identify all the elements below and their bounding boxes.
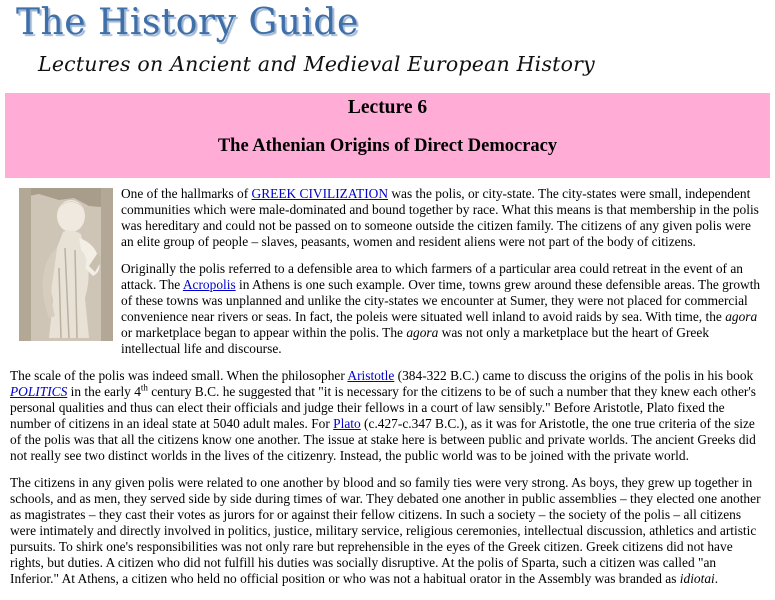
text-run: was the polis, or city-state. The city-states were small, independent communities which were male-dominated and bound together by race. What this means is that membership in the polis was hereditary and could not be passed on to someone outside the citizen family. The citizens of any given polis were an elite group of people – slaves, peasants, women and resident aliens were not part of the body of citizens. — [121, 186, 759, 249]
site-subtitle: Lectures on Ancient and Medieval European History — [38, 52, 595, 76]
aristotle-link[interactable]: Aristotle — [347, 368, 395, 383]
text-run: The citizens in any given polis were related to one another by blood and so family ties were very strong. As boys, they grew up together in schools, and as men, they served side by side during times of war. They debated one another in public assemblies – they elected one another as magistrates – they cast their votes as jurors for or against their fellow citizens. In such a society – the society of the polis – all citizens were intimately and directly involved in politics, justice, military service, religious ceremonies, intellectual discussion, athletics and artistic pursuits. To shirk one's responsibilities was not only rare but reprehensible in the eyes of the Greek citizen. Greek citizens did not have rights, but duties. A citizen who did not fulfill his duties was socially disruptive. At the polis of Sparta, such a citizen was called "an Inferior." At Athens, a citizen who held no official position or who was not a habitual orator in the Assembly was branded as — [10, 475, 761, 586]
site-title[interactable]: The History Guide — [16, 2, 359, 43]
masthead — [0, 0, 775, 93]
text-run: in Athens is one such example. Over time, towns grew around these defensible areas. The growth of these towns was unplanned and unlike the city-states we encounter at Sumer, they were not placed for commercial convenience near rivers or seas. In fact, the poleis were situated well inland to avoid raids by sea. With time, the — [121, 277, 761, 324]
paragraph-1 — [10, 186, 764, 250]
text-run: was not only a marketplace but the heart of Greek intellectual life and discourse. — [121, 325, 710, 356]
text-run: century B.C. he suggested that "it is necessary for the citizens to be of such a number that they knew each other's personal qualities and thus can elect their officials and judge their fellows in a court of law sensibly." Before Aristotle, Plato fixed the number of citizens in an ideal state at 5040 adult males. For — [10, 384, 756, 431]
greek-civilization-link[interactable]: GREEK CIVILIZATION — [251, 186, 389, 201]
agora-term: agora — [725, 309, 758, 324]
politics-link-label: POLITICS — [10, 384, 68, 399]
agora-term: agora — [406, 325, 439, 340]
paragraph-4 — [10, 475, 764, 587]
text-run: (c.427-c.347 B.C.), as it was for Aristotle, the one true criteria of the size of the polis was that all the citizens know one another. The issue at stake here is between public and private worlds. The ancient Greeks did not really see two distinct worlds in the lives of the citizenry. Instead, the public world was to be joined with the private world. — [10, 416, 756, 463]
idiotai-term: idiotai — [679, 571, 715, 586]
politics-link[interactable] — [10, 384, 67, 399]
text-run: One of the hallmarks of — [121, 186, 252, 201]
lecture-banner — [5, 93, 770, 178]
lecture-title: The Athenian Origins of Direct Democracy — [217, 136, 558, 156]
lecture-number: Lecture 6 — [347, 97, 428, 118]
greek-relief-sculpture-icon — [19, 188, 113, 341]
text-run: Originally the polis referred to a defensible area to which farmers of a particular area could retreat in the event of an attack. The — [121, 261, 744, 292]
text-run: . — [714, 571, 719, 586]
paragraph-2 — [10, 261, 764, 357]
acropolis-link[interactable]: Acropolis — [182, 277, 236, 292]
text-run: or marketplace began to appear within the polis. The — [121, 325, 407, 340]
lecture-content — [10, 186, 764, 598]
plato-link[interactable]: Plato — [333, 416, 361, 431]
text-run: (384-322 B.C.) came to discuss the origins of the polis in his book — [394, 368, 754, 383]
paragraph-3 — [10, 368, 764, 464]
superscript: th — [140, 382, 148, 393]
text-run: The scale of the polis was indeed small. When the philosopher — [10, 368, 348, 383]
text-run: in the early 4 — [67, 384, 141, 399]
